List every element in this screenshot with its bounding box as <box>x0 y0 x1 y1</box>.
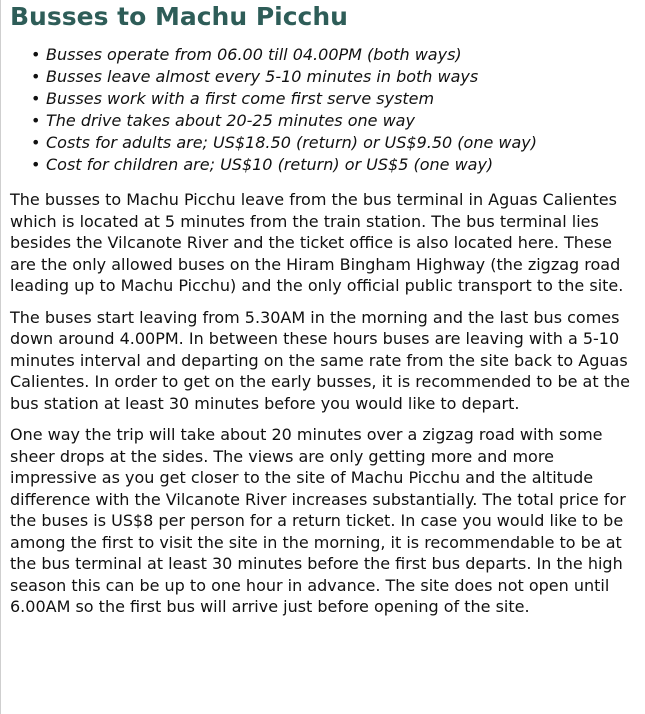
fact-text: Costs for adults are; US$18.50 (return) or US$9.50 (one way) <box>46 133 537 152</box>
page-title: Busses to Machu Picchu <box>10 2 348 31</box>
list-item <box>31 88 640 110</box>
article <box>10 0 640 618</box>
list-item <box>31 66 640 88</box>
paragraph-terminal: The busses to Machu Picchu leave from the bus terminal in Aguas Calientes which is located at 5 minutes from the train station. The bus terminal lies besides the Vilcanote River and the ticket office is also located here. These are the only allowed buses on the Hiram Bingham Highway (the zigzag road leading up to Machu Picchu) and the only official public transport to the site. <box>10 190 624 295</box>
list-item <box>31 132 640 154</box>
list-item <box>31 154 640 176</box>
fact-text: Busses operate from 06.00 till 04.00PM (both ways) <box>46 45 462 64</box>
paragraph-schedule: The buses start leaving from 5.30AM in the morning and the last bus comes down around 4.00PM. In between these hours buses are leaving with a 5-10 minutes interval and departing on the same rate from the site back to Aguas Calientes. In order to get on the early busses, it is recommended to be at the bus station at least 30 minutes before you would like to depart. <box>10 307 630 413</box>
paragraph-trip: One way the trip will take about 20 minutes over a zigzag road with some sheer drops at the sides. The views are only getting more and more impressive as you get closer to the site of Machu Picchu and the altitude difference with the Vilcanote River increases substantially. The total price for the buses is US$8 per person for a return ticket. In case you would like to be among the first to visit the site in the morning, it is recommendable to be at the bus terminal at least 30 minutes before the first bus departs. In the high season this can be up to one hour in advance. The site does not open until 6.00AM so the first bus will arrive just before opening of the site. <box>10 425 626 616</box>
bullet-icon: • <box>31 155 41 174</box>
facts-list <box>10 44 640 176</box>
bullet-icon: • <box>31 89 41 108</box>
bullet-icon: • <box>31 111 41 130</box>
list-item <box>31 44 640 66</box>
fact-text: Busses leave almost every 5-10 minutes in both ways <box>46 67 479 86</box>
left-border-line <box>0 0 1 714</box>
fact-text: The drive takes about 20-25 minutes one way <box>46 111 415 130</box>
list-item <box>31 110 640 132</box>
bullet-icon: • <box>31 133 41 152</box>
bullet-icon: • <box>31 67 41 86</box>
bullet-icon: • <box>31 45 41 64</box>
fact-text: Busses work with a first come first serve system <box>46 89 435 108</box>
fact-text: Cost for children are; US$10 (return) or US$5 (one way) <box>46 155 494 174</box>
